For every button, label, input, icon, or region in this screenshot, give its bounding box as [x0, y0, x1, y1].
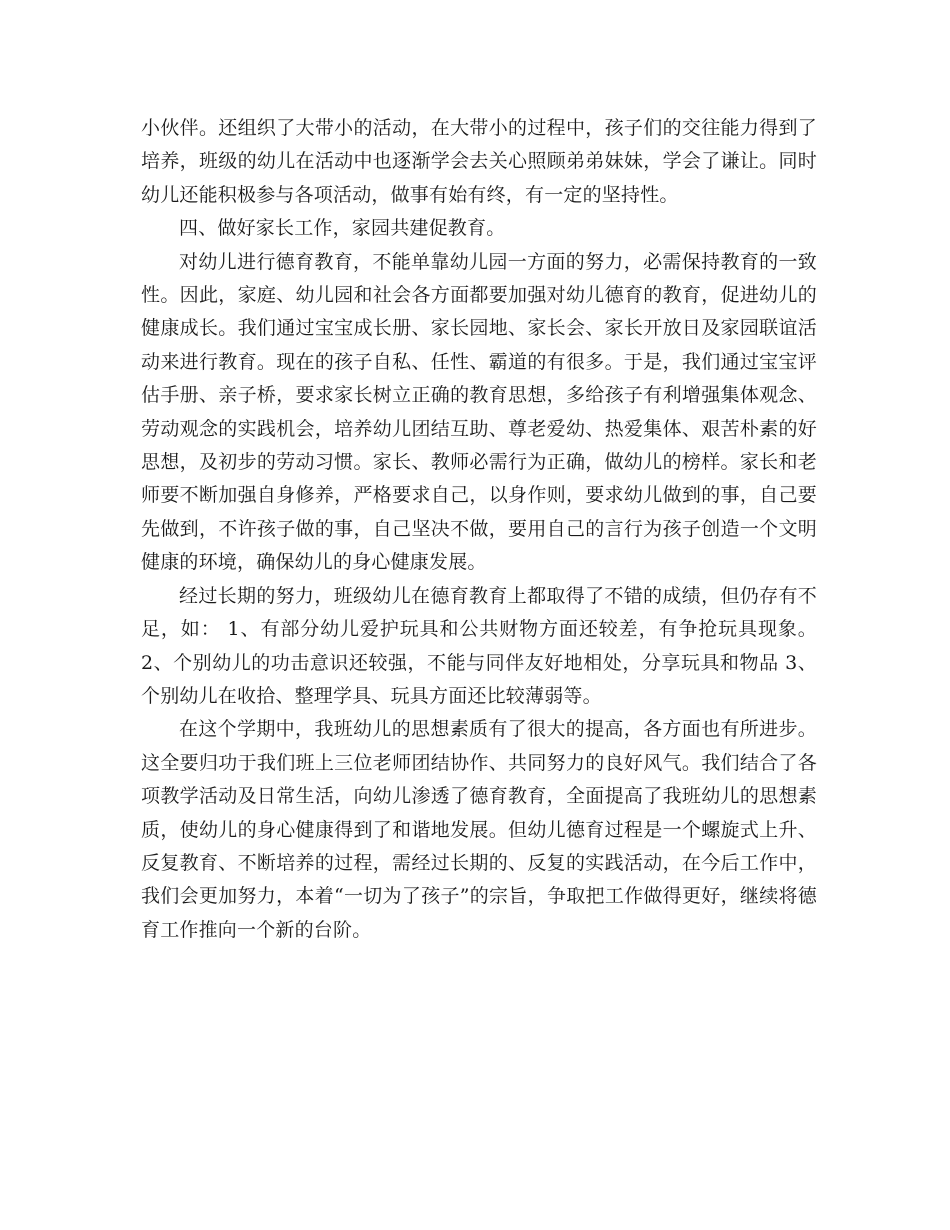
paragraph-parent-cooperation: 对幼儿进行德育教育，不能单靠幼儿园一方面的努力，必需保持教育的一致性。因此，家庭、幼儿园和社会各方面都要加强对幼儿德育的教育，促进幼儿的健康成长。我们通过宝宝成长册、家长园地、家长会、家长开放日及家园联谊活动来进行教育。现在的孩子自私、任性、霸道的有很多。于是，我们通过宝宝评估手册、亲子桥，要求家长树立正确的教育思想，多给孩子有利增强集体观念、劳动观念的实践机会，培养幼儿团结互助、尊老爱幼、热爱集体、艰苦朴素的好思想，及初步的劳动习惯。家长、教师必需行为正确，做幼儿的榜样。家长和老师要不断加强自身修养，严格要求自己，以身作则，要求幼儿做到的事，自己要先做到，不许孩子做的事，自己坚决不做，要用自己的言行为孩子创造一个文明健康的环境，确保幼儿的身心健康发展。	[141, 250, 817, 574]
paragraph-conclusion: 在这个学期中，我班幼儿的思想素质有了很大的提高，各方面也有所进步。这全要归功于我们班上三位老师团结协作、共同努力的良好风气。我们结合了各项教学活动及日常生活，向幼儿渗透了德育教育，全面提高了我班幼儿的思想素质，使幼儿的身心健康得到了和谐地发展。但幼儿德育过程是一个螺旋式上升、反复教育、不断培养的过程，需经过长期的、反复的实践活动，在今后工作中，我们会更加努力，本着“一切为了孩子”的宗旨，争取把工作做得更好，继续将德育工作推向一个新的台阶。	[141, 718, 817, 941]
paragraph-continuation: 小伙伴。还组织了大带小的活动，在大带小的过程中，孩子们的交往能力得到了培养，班级的幼儿在活动中也逐渐学会去关心照顾弟弟妹妹，学会了谦让。同时幼儿还能积极参与各项活动，做事有始有终，有一定的坚持性。	[141, 117, 817, 206]
section-heading-parent-work: 四、做好家长工作，家园共建促教育。	[179, 217, 506, 240]
document-body	[141, 112, 817, 947]
paragraph-shortcomings: 经过长期的努力，班级幼儿在德育教育上都取得了不错的成绩，但仍存有不足，如： 1、有部分幼儿爱护玩具和公共财物方面还较差，有争抢玩具现象。 2、个别幼儿的功击意识还较强，不能与同伴友好地相处，分享玩具和物品 3、个别幼儿在收拾、整理学具、玩具方面还比较薄弱等。	[141, 584, 817, 707]
